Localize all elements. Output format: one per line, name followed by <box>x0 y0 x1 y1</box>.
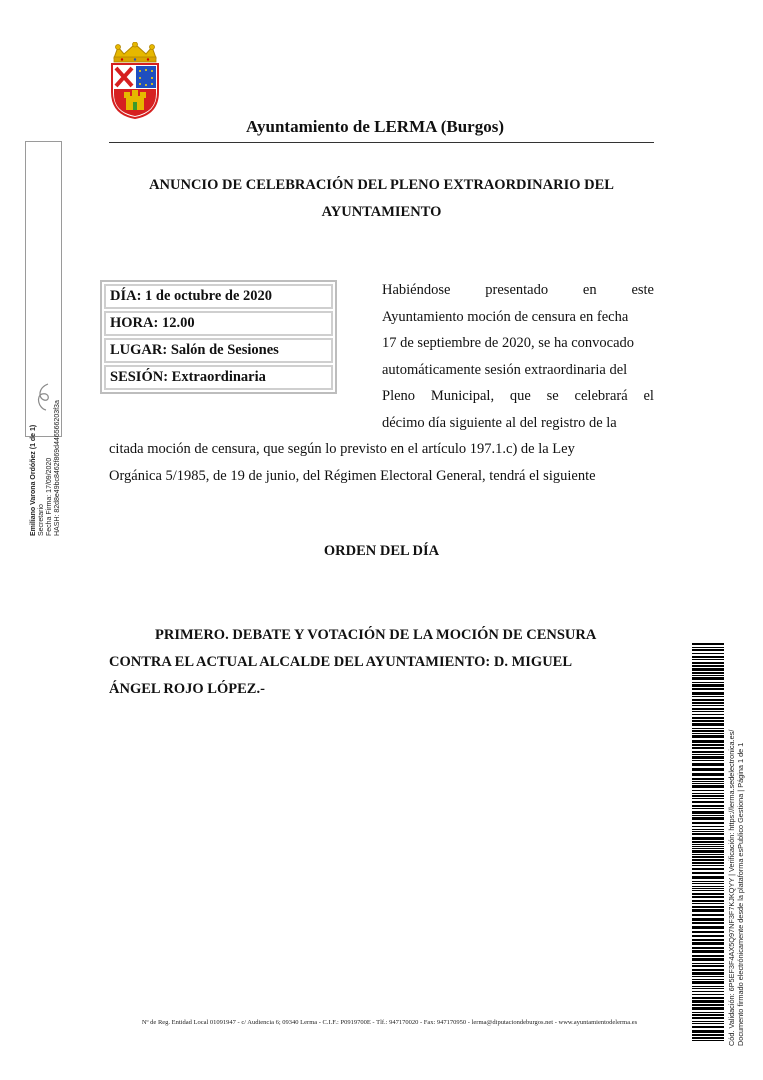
signer-role: Secretario <box>38 504 45 536</box>
announcement-title-line1: ANUNCIO DE CELEBRACIÓN DEL PLENO EXTRAORDINARIO DEL <box>149 177 614 193</box>
session-info-table <box>100 280 337 394</box>
agenda-item-line: CONTRA EL ACTUAL ALCALDE DEL AYUNTAMIENTO: D. MIGUEL <box>109 654 573 670</box>
word: se <box>546 388 559 404</box>
word: este <box>631 282 654 298</box>
agenda-item <box>109 622 654 703</box>
announcement-title-line2: AYUNTAMIENTO <box>321 204 442 220</box>
municipality-title: Ayuntamiento de LERMA (Burgos) <box>246 117 504 136</box>
signature-details <box>30 326 62 536</box>
signature-date: Fecha Firma: 17/09/2020 <box>46 457 53 536</box>
validation-code: Cód. Validación: 6P5EF3F4AX5Q97NF3F7KJKQYY | Verificación: https://lerma.sedelectronica.es/ <box>727 729 736 1046</box>
signature-hash: HASH: 82d8e49bc8462f869d446566203f3a <box>54 400 61 536</box>
intro-line <box>382 383 654 410</box>
word: celebrará <box>574 388 628 404</box>
body-line: Orgánica 5/1985, de 19 de junio, del Régimen Electoral General, tendrá el siguiente <box>109 467 596 484</box>
intro-line: 17 de septiembre de 2020, se ha convocado <box>382 335 635 351</box>
signature-box <box>25 141 62 536</box>
agenda-title: ORDEN DEL DÍA <box>323 543 440 559</box>
agenda-item-line: PRIMERO. DEBATE Y VOTACIÓN DE LA MOCIÓN DE CENSURA <box>155 627 597 643</box>
validation-text <box>727 636 745 1046</box>
body-paragraph <box>109 436 654 489</box>
word: Habiéndose <box>382 282 451 298</box>
signature-scribble-icon <box>34 380 54 416</box>
word: presentado <box>485 282 549 298</box>
coat-of-arms-logo <box>106 42 164 120</box>
validation-platform: Documento firmado electrónicamente desde la plataforma esPublico Gestiona | Página 1 de 1 <box>736 742 745 1046</box>
info-place: LUGAR: Salón de Sesiones <box>104 338 333 363</box>
word: Municipal, <box>430 388 495 404</box>
word: que <box>509 388 531 404</box>
signer-name: Emiliano Varona Ordóñez (1 de 1) <box>30 424 37 536</box>
intro-paragraph <box>382 277 654 436</box>
word: Pleno <box>382 388 416 404</box>
intro-line: décimo día siguiente al del registro de la <box>382 414 617 431</box>
body-line: citada moción de censura, que según lo previsto en el artículo 197.1.c) de la Ley <box>109 441 575 457</box>
intro-line <box>382 277 654 304</box>
word: en <box>582 282 597 298</box>
info-time: HORA: 12.00 <box>104 311 333 336</box>
agenda-item-line: ÁNGEL ROJO LÓPEZ.- <box>109 681 265 697</box>
info-session: SESIÓN: Extraordinaria <box>104 365 333 390</box>
header-divider <box>109 142 654 143</box>
intro-line: automáticamente sesión extraordinaria del <box>382 361 628 378</box>
info-date: DÍA: 1 de octubre de 2020 <box>104 284 333 309</box>
word: el <box>643 388 654 404</box>
barcode-icon <box>692 643 724 1043</box>
footer-contact: Nº de Reg. Entidad Local 01091947 - c/ Audiencia 6; 09340 Lerma - C.I.F.: P0919700E - Tlf.: 947170020 - Fax: 947170950 - lerma@diputaciondeburgos.net - www.ayuntamientodelerma.es <box>141 1019 638 1026</box>
intro-line: Ayuntamiento moción de censura en fecha <box>382 308 629 325</box>
announcement-title <box>109 172 654 226</box>
